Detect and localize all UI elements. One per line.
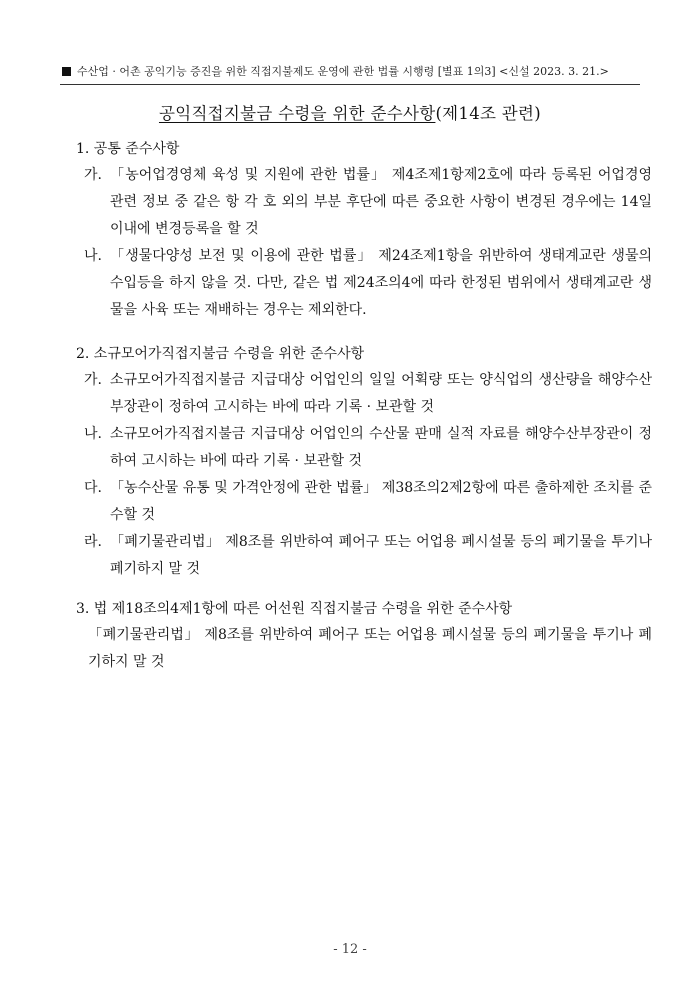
header-text: 수산업 · 어촌 공익기능 증진을 위한 직접지불제도 운영에 관한 법률 시행령 [별표 1의3] <신설 2023. 3. 21.> <box>77 65 609 78</box>
section-small-fishery <box>62 341 652 583</box>
item-text: 「농어업경영체 육성 및 지원에 관한 법률」 제4조제1항제2호에 따라 등록된 어업경영 관련 정보 중 같은 항 각 호 외의 부분 후단에 따른 중요한 사항이 변경된 경우에는 14일 이내에 변경등록을 할 것 <box>110 167 652 237</box>
item-marker: 가. <box>84 372 102 388</box>
list-item <box>62 475 652 529</box>
document-header <box>62 64 662 80</box>
item-marker: 가. <box>84 167 102 183</box>
square-bullet-icon <box>62 67 71 76</box>
list-item <box>62 421 652 475</box>
title-suffix: (제14조 관련) <box>435 104 542 123</box>
section-title: 1. 공통 준수사항 <box>76 141 180 157</box>
item-text: 소규모어가직접지불금 지급대상 어업인의 수산물 판매 실적 자료를 해양수산부장관이 정하여 고시하는 바에 따라 기록 · 보관할 것 <box>110 426 652 469</box>
list-item <box>62 529 652 583</box>
item-marker: 나. <box>84 426 102 442</box>
list-item <box>62 162 652 243</box>
item-text: 「생물다양성 보전 및 이용에 관한 법률」 제24조제1항을 위반하여 생태계교란 생물의 수입등을 하지 않을 것. 다만, 같은 법 제24조의4에 따라 한정된 범위에서 생태계교란 생물을 사육 또는 재배하는 경우는 제외한다. <box>110 248 652 318</box>
item-text: 소규모어가직접지불금 지급대상 어업인의 일일 어획량 또는 양식업의 생산량을 해양수산부장관이 정하여 고시하는 바에 따라 기록 · 보관할 것 <box>110 372 652 415</box>
section-crew <box>62 596 652 676</box>
title-main: 공익직접지불금 수령을 위한 준수사항 <box>158 104 436 123</box>
header-divider <box>60 84 640 85</box>
item-text: 「농수산물 유통 및 가격안정에 관한 법률」 제38조의2제2항에 따른 출하제한 조치를 준수할 것 <box>110 480 652 523</box>
item-marker: 나. <box>84 248 102 264</box>
item-marker: 라. <box>84 534 102 550</box>
item-marker: 다. <box>84 480 102 496</box>
page-title <box>0 102 700 126</box>
item-text: 「폐기물관리법」 제8조를 위반하여 폐어구 또는 어업용 폐시설물 등의 폐기물을 투기나 폐기하지 말 것 <box>110 534 652 577</box>
section-text: 「폐기물관리법」 제8조를 위반하여 폐어구 또는 어업용 폐시설물 등의 폐기물을 투기나 폐기하지 말 것 <box>88 627 652 670</box>
page-number: - 12 - <box>333 942 367 957</box>
section-common <box>62 136 652 324</box>
list-item <box>62 243 652 324</box>
section-title: 3. 법 제18조의4제1항에 따른 어선원 직접지불금 수령을 위한 준수사항 <box>76 601 513 617</box>
list-item <box>62 367 652 421</box>
section-title: 2. 소규모어가직접지불금 수령을 위한 준수사항 <box>76 346 365 362</box>
